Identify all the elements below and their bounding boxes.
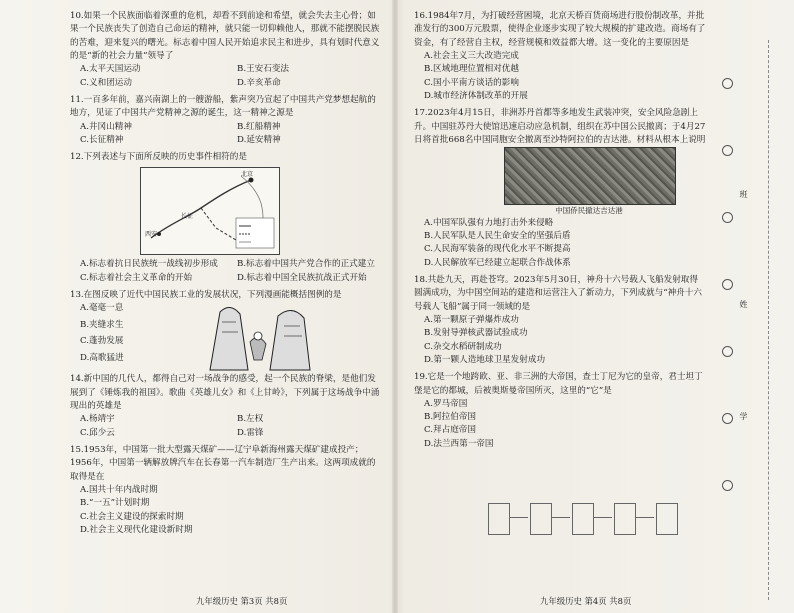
question-stem: 15.1953年，中国第一批大型露天煤矿——辽宁阜新海州露天煤矿建成投产；1956年，中国第一辆解放牌汽车在长春第一汽车制造厂生产出来。这两项成就的取得是在: [70, 444, 376, 482]
option-c: C.邱少云: [80, 427, 115, 438]
map-figure: [140, 167, 384, 255]
question-10: [70, 10, 384, 90]
option-a: A.社会主义三大改造完成: [424, 50, 519, 61]
page-footer-left: 九年级历史 第3页 共8页: [196, 596, 288, 606]
option-a: A.中国军队强有力地打击外来侵略: [424, 217, 554, 228]
route-map: [140, 167, 280, 255]
news-photo: [504, 147, 676, 205]
question-13: [70, 289, 384, 372]
option-a: A.罗马帝国: [424, 398, 468, 409]
option-d: D.人民解放军已经建立起联合作战体系: [424, 257, 571, 268]
flow-box: [572, 503, 594, 535]
flow-arrow: [510, 517, 528, 518]
answer-options: [80, 63, 384, 90]
margin-label-class: 班: [739, 190, 748, 198]
page-fold: [392, 0, 398, 613]
question-11: [70, 94, 384, 147]
option-a: A.国共十年内战时期: [80, 484, 158, 495]
option-b: B.王安石变法: [237, 64, 290, 75]
question-stem: 11.一百多年前，嘉兴南湖上的一艘游船，紫声突乃宣起了中国共产党梦想起航的地方，见证了中国共产党精神之源的诞生，这一精神之源是: [70, 94, 376, 119]
option-d: D.辛亥革命: [237, 77, 281, 88]
question-14: [70, 373, 384, 440]
answer-options: [80, 302, 200, 368]
question-stem: 12.下列表述与下面所反映的历史事件相符的是: [70, 152, 247, 163]
right-page: [414, 10, 706, 455]
answer-options: [80, 258, 384, 285]
photo-caption: 中国侨民撤达吉达港: [555, 206, 623, 216]
answer-options: [424, 314, 706, 367]
map-drawing: [141, 168, 279, 254]
option-a: A.太平天国运动: [80, 64, 141, 75]
page-footer-right: 九年级历史 第4页 共8页: [540, 596, 632, 606]
question-stem: 17.2023年4月15日，非洲苏丹首都等多地发生武装冲突，安全风险急剧上升。中国驻苏丹大使馆迅速启动应急机制，组织在苏中国公民撤离；于4月27日将首批668名中国同胞安全撤离至沙特阿拉伯的吉达港。材料从根本上说明: [414, 108, 706, 145]
question-17: [414, 107, 706, 270]
option-c: C.社会主义建设的探索时期: [80, 511, 184, 522]
left-page: [70, 10, 384, 541]
flow-box: [530, 503, 552, 535]
binding-hole: [722, 212, 733, 223]
binding-hole: [722, 78, 733, 89]
option-c: C.人民海军装备的现代化水平不断提高: [424, 244, 571, 255]
binding-holes: [722, 78, 734, 547]
flow-arrow: [594, 517, 612, 518]
question-stem: 10.如果一个民族面临着深重的危机，却看不到前途和希望，就会失去主心骨；如果一个民族丧失了创造自己命运的精神，就只能一切仰赖他人，那就不能摆脱民族的苦难，迎来复兴的曙光。标志着中国人民开始追求民主和进步，具有划时代意义的是“新的社会力量”领导了: [70, 11, 380, 61]
map-label-xian: 西安: [145, 231, 158, 239]
option-b: B.左权: [237, 414, 264, 425]
option-d: D.标志着中国全民族抗战正式开始: [237, 272, 367, 283]
option-d: D.法兰西第一帝国: [424, 438, 494, 449]
option-a: A.第一颗原子弹爆炸成功: [424, 314, 519, 325]
map-label-route: 长征: [181, 213, 194, 221]
margin-label-name: 姓: [739, 300, 748, 308]
option-b: B.标志着中国共产党合作的正式建立: [237, 259, 375, 270]
option-c: C.杂交水稻研制成功: [424, 341, 502, 352]
option-b: B.人民军队是人民生命安全的坚强后盾: [424, 231, 571, 242]
option-c: C.蓬勃发展: [80, 336, 124, 347]
flow-arrow: [636, 517, 654, 518]
flow-box: [488, 503, 510, 535]
option-c: C.长征精神: [80, 134, 124, 145]
cartoon-illustration: [200, 302, 320, 372]
question-stem: 16.1984年7月，为打破经营困境，北京天桥百货商场进行股份制改革，并批准发行的300万元股票，使得企业逐步实现了较大规模的扩建改造。商场有了资金，有了经营自主权，经营规模和效益都大增。这一变化的主要原因是: [414, 11, 706, 48]
option-d: D.社会主义现代化建设新时期: [80, 524, 193, 535]
binding-line: [768, 40, 770, 600]
q13-body: [70, 302, 384, 372]
option-b: B.区域地理位置相对优越: [424, 64, 519, 75]
answer-options: [424, 217, 706, 270]
answer-options: [80, 121, 384, 148]
option-b: B.红船精神: [237, 121, 281, 132]
option-c: C.义和团运动: [80, 77, 132, 88]
flow-box: [656, 503, 678, 535]
flow-arrow: [552, 517, 570, 518]
binding-hole: [722, 480, 733, 491]
option-b: B.“一五”计划时期: [80, 498, 150, 509]
question-stem: 18.共赴九天，再赴苍穹。2023年5月30日，神舟十六号载人飞船发射取得圆满成功，为中国空间站的建造和运营注入了新动力，下列成就与“神舟十六号载人飞船”属于同一领域的是: [414, 275, 702, 312]
question-stem: 13.在图反映了近代中国民族工业的发展状况，下列漫画能概括图例的是: [70, 290, 342, 301]
option-d: D.延安精神: [237, 134, 281, 145]
option-d: D.雷锋: [237, 427, 264, 438]
option-a: A.毫毫一息: [80, 303, 124, 314]
question-16: [414, 10, 706, 103]
margin-label-number: 学: [739, 412, 748, 420]
answer-options: [424, 50, 706, 103]
option-d: D.城市经济体制改革的开展: [424, 90, 528, 101]
binding-hole: [722, 279, 733, 290]
option-b: B.阿拉伯帝国: [424, 412, 477, 423]
option-c: C.国小平南方谈话的影响: [424, 77, 519, 88]
binding-hole: [722, 145, 733, 156]
question-19: [414, 371, 706, 451]
option-a: A.杨靖宇: [80, 414, 115, 425]
option-b: B.夹缝求生: [80, 319, 124, 330]
question-18: [414, 274, 706, 367]
option-c: C.拜占庭帝国: [424, 425, 476, 436]
timeline-flow-diagram: [488, 497, 694, 539]
question-15: [70, 444, 384, 537]
answer-options: [80, 413, 384, 440]
option-c: C.标志着社会主义革命的开始: [80, 272, 193, 283]
binding-hole: [722, 346, 733, 357]
question-12: [70, 151, 384, 285]
option-a: A.标志着抗日民族统一战线初步形成: [80, 259, 218, 270]
question-stem: 14.新中国的几代人，都得自己对一场战争的感受，起一个民族的脊梁，是他们发展到了《锤炼我的祖国》。歌曲《英雄儿女》和《上甘岭》，下列属于这场战争中涌现出的英雄是: [70, 374, 380, 411]
answer-options: [424, 398, 494, 451]
flow-box: [614, 503, 636, 535]
option-d: D.第一颗人造地球卫星发射成功: [424, 354, 546, 365]
map-label-beijing: 北京: [241, 171, 254, 179]
question-stem: 19.它是一个地跨欧、亚、非三洲的大帝国，查士丁尼为它的皇帝，君士坦丁堡是它的都城，后被奥斯曼帝国所灭，这里的“它”是: [414, 372, 703, 396]
option-b: B.发射导弹核武器试验成功: [424, 328, 528, 339]
option-a: A.井冈山精神: [80, 121, 132, 132]
answer-options: [80, 484, 384, 537]
option-d: D.高歌猛进: [80, 352, 124, 363]
binding-hole: [722, 413, 733, 424]
